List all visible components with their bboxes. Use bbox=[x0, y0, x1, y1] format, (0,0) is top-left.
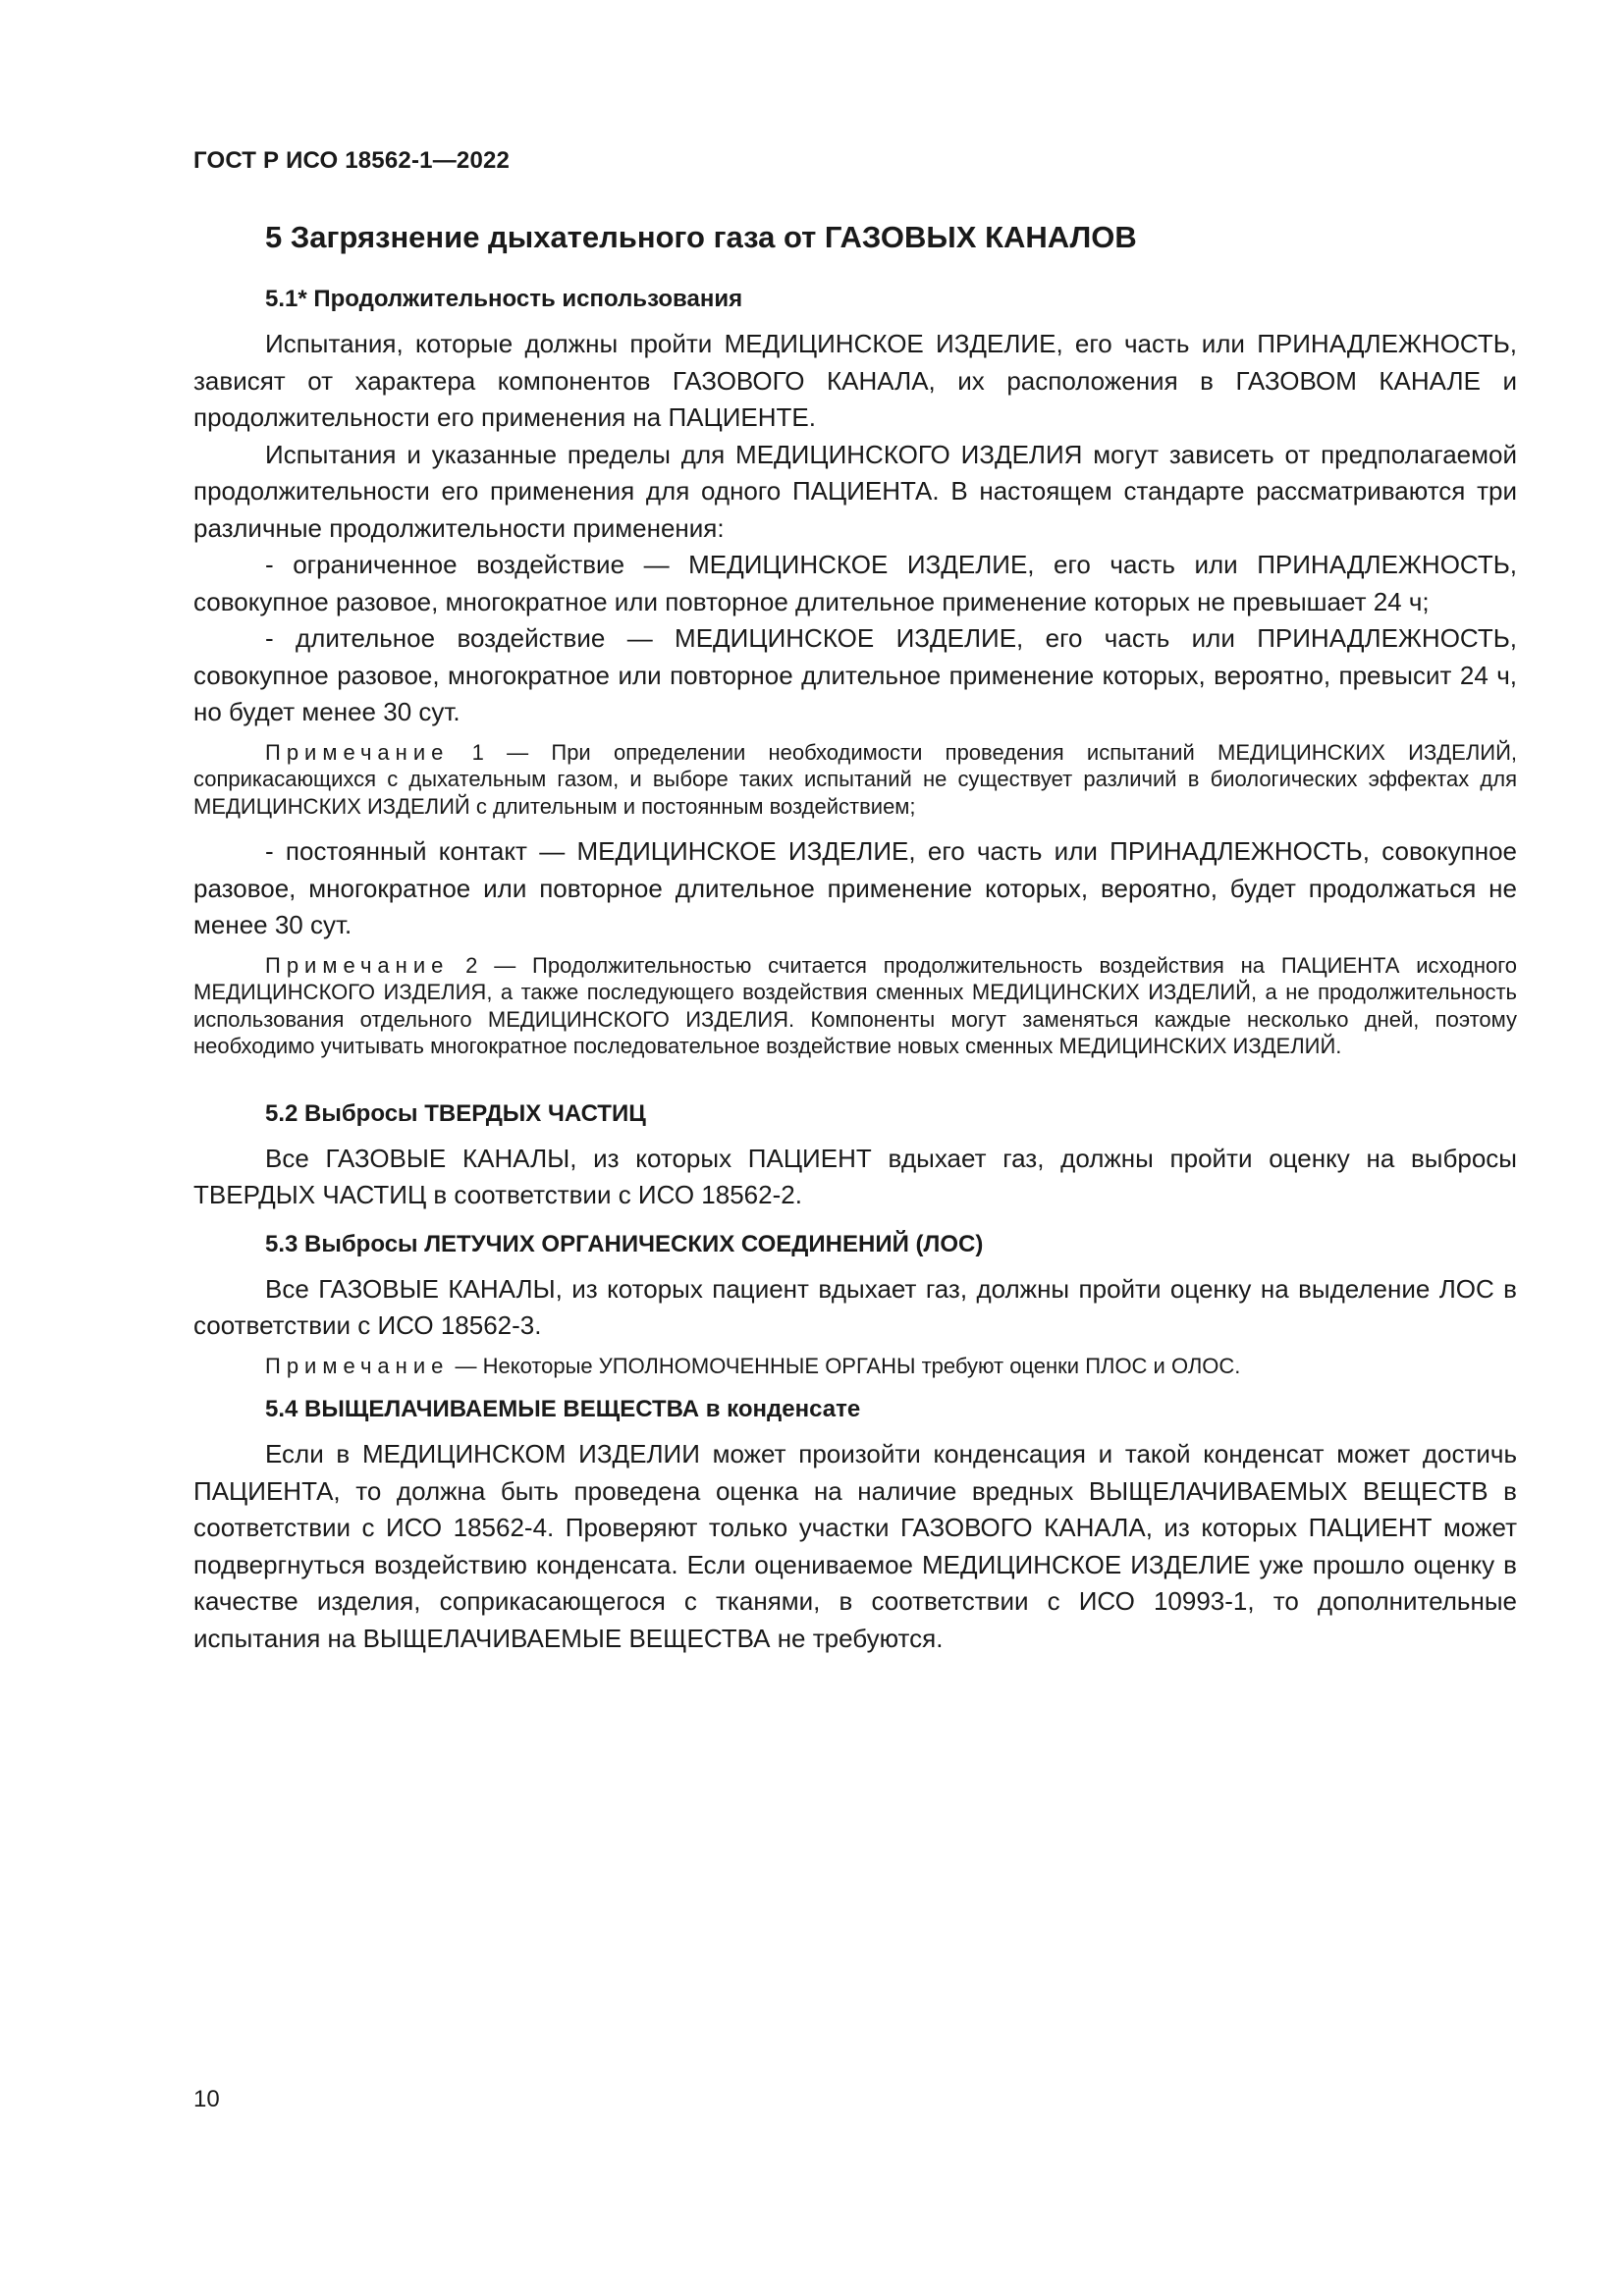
note-1-text: 1 — При определении необходимости проведения испытаний МЕДИЦИНСКИХ ИЗДЕЛИЙ, соприкасающихся с дыхательным газом, и выборе таких испытаний не существует различий в биологических эффектах для МЕДИЦИНСКИХ ИЗДЕЛИЙ с длительным и постоянным воздействием; bbox=[193, 739, 1517, 819]
section-5-2-heading: 5.2 Выбросы ТВЕРДЫХ ЧАСТИЦ bbox=[265, 1099, 646, 1127]
note-1 bbox=[193, 739, 1517, 821]
note-1-label: Примечание bbox=[265, 739, 450, 765]
note-2-label: Примечание bbox=[265, 952, 450, 978]
document-id-header: ГОСТ Р ИСО 18562-1—2022 bbox=[193, 147, 511, 174]
section-5-1-heading: 5.1* Продолжительность использования bbox=[265, 286, 743, 312]
section-5-1-paragraph-1: Испытания, которые должны пройти МЕДИЦИНСКОЕ ИЗДЕЛИЕ, его часть или ПРИНАДЛЕЖНОСТЬ, зависят от характера компонентов ГАЗОВОГО КАНАЛА, их расположения в ГАЗОВОМ КАНАЛЕ и продолжительности его применения на ПАЦИЕНТЕ. bbox=[193, 329, 1517, 432]
section-5-title: 5 Загрязнение дыхательного газа от ГАЗОВЫХ КАНАЛОВ bbox=[265, 220, 1137, 254]
page-number: 10 bbox=[193, 2086, 220, 2112]
section-5-1-paragraph-2: Испытания и указанные пределы для МЕДИЦИНСКОГО ИЗДЕЛИЯ могут зависеть от предполагаемой продолжительности его применения для одного ПАЦИЕНТА. В настоящем стандарте рассматриваются три различные продолжительности применения: bbox=[193, 439, 1517, 543]
note-label: Примечание bbox=[265, 1353, 450, 1378]
main-content bbox=[193, 218, 1517, 1657]
list-item-limited-exposure: - ограниченное воздействие — МЕДИЦИНСКОЕ ИЗДЕЛИЕ, его часть или ПРИНАДЛЕЖНОСТЬ, совокупное разовое, многократное или повторное длительное применение которых не превышает 24 ч; bbox=[193, 550, 1517, 616]
list-item-prolonged-exposure: - длительное воздействие — МЕДИЦИНСКОЕ ИЗДЕЛИЕ, его часть или ПРИНАДЛЕЖНОСТЬ, совокупное разовое, многократное или повторное длительное применение которых, вероятно, превысит 24 ч, но будет менее 30 сут. bbox=[193, 623, 1517, 726]
list-item-permanent-contact: - постоянный контакт — МЕДИЦИНСКОЕ ИЗДЕЛИЕ, его часть или ПРИНАДЛЕЖНОСТЬ, совокупное разовое, многократное или повторное длительное применение которых, вероятно, будет продолжаться не менее 30 сут. bbox=[193, 836, 1517, 939]
section-5-3-heading: 5.3 Выбросы ЛЕТУЧИХ ОРГАНИЧЕСКИХ СОЕДИНЕНИЙ (ЛОС) bbox=[265, 1230, 984, 1257]
section-5-3-paragraph: Все ГАЗОВЫЕ КАНАЛЫ, из которых пациент вдыхает газ, должны пройти оценку на выделение ЛОС в соответствии с ИСО 18562-3. bbox=[193, 1273, 1517, 1340]
section-5-2-paragraph: Все ГАЗОВЫЕ КАНАЛЫ, из которых ПАЦИЕНТ вдыхает газ, должны пройти оценку на выбросы ТВЕРДЫХ ЧАСТИЦ в соответствии с ИСО 18562-2. bbox=[193, 1143, 1517, 1209]
section-5-4-heading: 5.4 ВЫЩЕЛАЧИВАЕМЫЕ ВЕЩЕСТВА в конденсате bbox=[265, 1396, 861, 1422]
note-section-5-3 bbox=[193, 1353, 1517, 1380]
section-5-4-paragraph: Если в МЕДИЦИНСКОМ ИЗДЕЛИИ может произойти конденсация и такой конденсат может достичь ПАЦИЕНТА, то должна быть проведена оценка на наличие вредных ВЫЩЕЛАЧИВАЕМЫХ ВЕЩЕСТВ в соответствии с ИСО 18562-4. Проверяют только участки ГАЗОВОГО КАНАЛА, из которых ПАЦИЕНТ может подвергнуться воздействию конденсата. Если оцениваемое МЕДИЦИНСКОЕ ИЗДЕЛИЕ уже прошло оценку в качестве изделия, соприкасающегося с тканями, в соответствии с ИСО 10993-1, то дополнительные испытания на ВЫЩЕЛАЧИВАЕМЫЕ ВЕЩЕСТВА не требуются. bbox=[193, 1439, 1517, 1653]
note-2 bbox=[193, 952, 1517, 1060]
note-2-text: 2 — Продолжительностью считается продолжительность воздействия на ПАЦИЕНТА исходного МЕДИЦИНСКОГО ИЗДЕЛИЯ, а также последующего воздействия сменных МЕДИЦИНСКИХ ИЗДЕЛИЙ, а не продолжительность использования отдельного МЕДИЦИНСКОГО ИЗДЕЛИЯ. Компоненты могут заменяться каждые несколько дней, поэтому необходимо учитывать многократное последовательное воздействие новых сменных МЕДИЦИНСКИХ ИЗДЕЛИЙ. bbox=[193, 952, 1517, 1058]
note-text: — Некоторые УПОЛНОМОЧЕННЫЕ ОРГАНЫ требуют оценки ПЛОС и ОЛОС. bbox=[449, 1353, 1241, 1378]
